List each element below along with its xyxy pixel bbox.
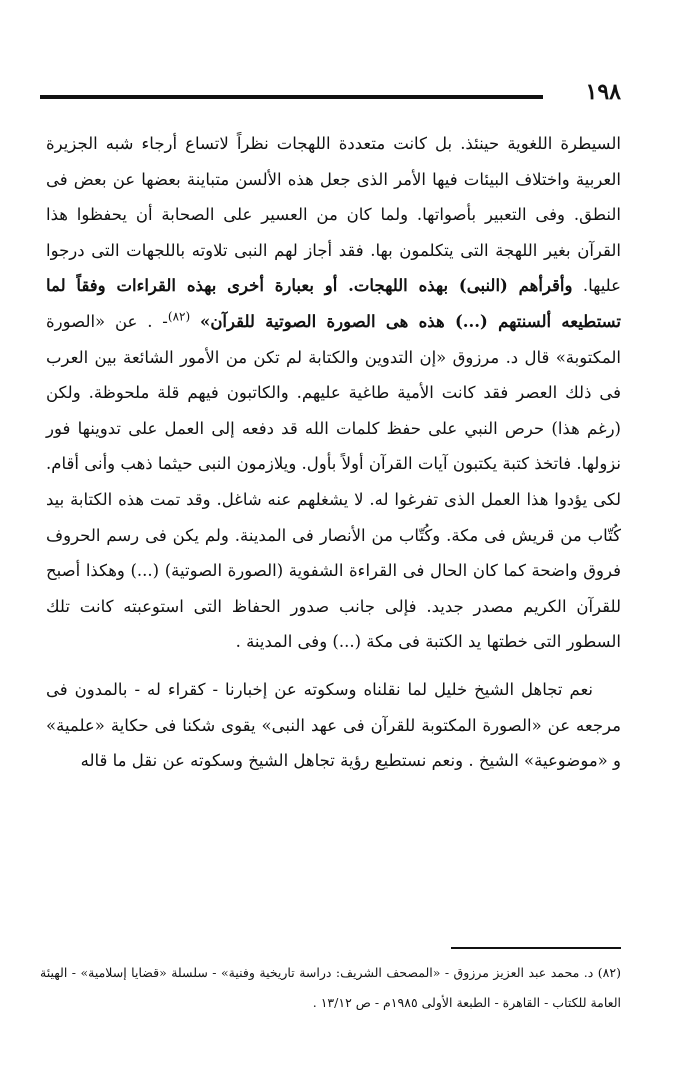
paragraph-2: نعم تجاهل الشيخ خليل لما نقلناه وسكوته عن إخبارنا - كقراء له - بالمدون فى مرجعه عن «الصورة المكتوبة للقرآن فى عهد النبى» يقوى شكنا فى حكاية «علمية» و «موضوعية» الشيخ . ونعم نستطيع رؤية تجاهل الشيخ وسكوته عن نقل ما قاله: [46, 679, 621, 771]
footnote: (٨٢) د. محمد عبد العزيز مرزوق - «المصحف الشريف: دراسة تاريخية وفنية» - سلسلة «قضايا إسلامية» - الهيئة العامة للكتاب - القاهرة - الطبعة الأولى ١٩٨٥م - ص ١٣/١٢ .: [40, 965, 621, 1010]
footnote-rule: [451, 947, 621, 949]
page-number: ١٩٨: [585, 79, 621, 105]
body-text: [46, 126, 621, 779]
paragraph-1-text-b: - . عن «الصورة المكتوبة» قال د. مرزوق «إن التدوين والكتابة لم تكن من الأمور الشائعة بين العرب فى ذلك العصر فقد كانت الأمية طاغية عليهم. والكاتبون فيهم قلة ملحوظة. ولكن (رغم هذا) حرص النبي على حفظ كلمات الله قد دفعه إلى العمل على تدوينها فور نزولها. فاتخذ كتبة يكتبون آيات القرآن أولاً بأول. ويلازمون النبى حيثما ذهب وأنى أقام. لكى يؤدوا هذا العمل الذى تفرغوا له. لا يشغلهم عنه شاغل. وقد تمت هذه الكتابة بيد كُتّاب من قريش فى مكة. وكُتّاب من الأنصار فى المدينة. ولم يكن فى رسم الحروف فروق واضحة كما كان الحال فى القراءة الشفوية (الصورة الصوتية) (...) وهكذا أصبح للقرآن الكريم مصدر جديد. فإلى جانب صدور الحفاظ التى استوعبته كانت تلك السطور التى خطتها يد الكتبة فى مكة (...) وفى المدينة .: [46, 311, 621, 652]
page-header: [40, 80, 621, 108]
paragraph-1: [46, 126, 621, 660]
footnote-reference: (٨٢): [167, 309, 191, 324]
paragraph-1-text-a: السيطرة اللغوية حينئذ. بل كانت متعددة اللهجات نظراً لاتساع أرجاء شبه الجزيرة العربية واختلاف البيئات فيها الأمر الذى جعل هذه الألسن متباينة بعضها عن بعض فى النطق. وفى التعبير بأصواتها. ولما كان من العسير على الصحابة أن يحفظوا هذا القرآن بغير اللهجة التى يتكلمون بها. فقد أجاز لهم النبى تلاوته باللجهات التى درجوا عليها.: [46, 134, 621, 296]
header-rule: [40, 95, 543, 99]
paragraph-1-bold-quote: وأقرأهم (النبى) بهذه اللهجات. أو بعبارة أخرى بهذه القراءات وفقاً لما تستطيعه ألسنتهم (...) هذه هى الصورة الصوتية للقرآن»: [46, 276, 621, 331]
